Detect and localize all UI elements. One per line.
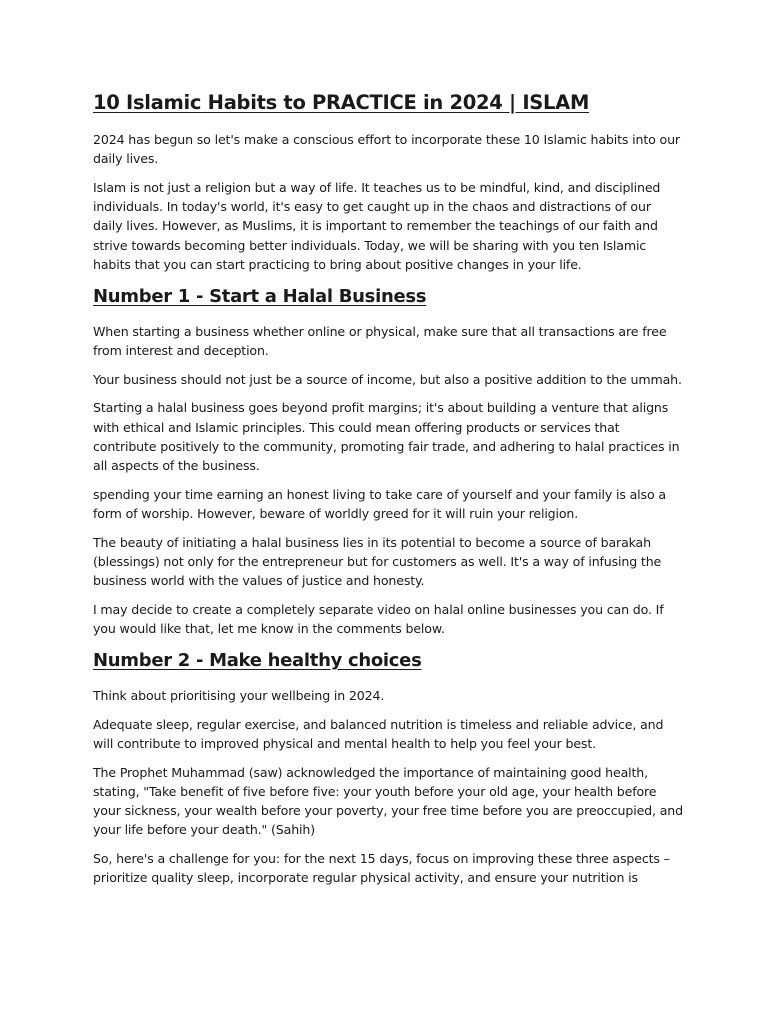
body-paragraph: I may decide to create a completely separate video on halal online businesses you can do. If you would like that, let me know in the comments below.: [93, 602, 664, 637]
document-page: [93, 88, 683, 897]
body-paragraph: Your business should not just be a source of income, but also a positive addition to the ummah.: [93, 371, 682, 387]
body-paragraph: When starting a business whether online or physical, make sure that all transactions are free from interest and deception.: [93, 323, 667, 358]
body-paragraph: spending your time earning an honest living to take care of yourself and your family is also a form of worship. However, beware of worldly greed for it will ruin your religion.: [93, 486, 666, 522]
intro-paragraph: 2024 has begun so let's make a conscious effort to incorporate these 10 Islamic habits into our daily lives.: [93, 132, 680, 167]
section-heading: Number 1 - Start a Halal Business: [93, 285, 427, 307]
body-paragraph: So, here's a challenge for you: for the next 15 days, focus on improving these three aspects – prioritize quality sleep, incorporate regular physical activity, and ensure your nutrition is: [93, 851, 670, 886]
intro-paragraph: Islam is not just a religion but a way of life. It teaches us to be mindful, kind, and disciplined individuals. In today's world, it's easy to get caught up in the chaos and distractions of our daily lives. However, as Muslims, it is important to remember the teachings of our faith and strive towards becoming better individuals. Today, we will be sharing with you ten Islamic habits that you can start practicing to bring about positive changes in your life.: [93, 180, 661, 272]
body-paragraph: The beauty of initiating a halal business lies in its potential to become a source of barakah (blessings) not only for the entrepreneur but for customers as well. It's a way of infusing the business world with the values of justice and honesty.: [93, 534, 662, 589]
section-heading: Number 2 - Make healthy choices: [93, 650, 422, 672]
body-paragraph: Think about prioritising your wellbeing in 2024.: [93, 688, 385, 704]
document-title: 10 Islamic Habits to PRACTICE in 2024 | ISLAM: [93, 91, 590, 114]
body-paragraph: Adequate sleep, regular exercise, and balanced nutrition is timeless and reliable advice, and will contribute to improved physical and mental health to help you feel your best.: [93, 716, 664, 752]
body-paragraph: Starting a halal business goes beyond profit margins; it's about building a venture that aligns with ethical and Islamic principles. This could mean offering products or services that contribute positively to the community, promoting fair trade, and adhering to halal practices in all aspects of the business.: [93, 400, 680, 474]
body-paragraph: The Prophet Muhammad (saw) acknowledged the importance of maintaining good health, stating, "Take benefit of five before five: your youth before your old age, your health before your sickness, your wealth before your poverty, your free time before you are preoccupied, and your life before your death." (Sahih): [93, 764, 683, 838]
